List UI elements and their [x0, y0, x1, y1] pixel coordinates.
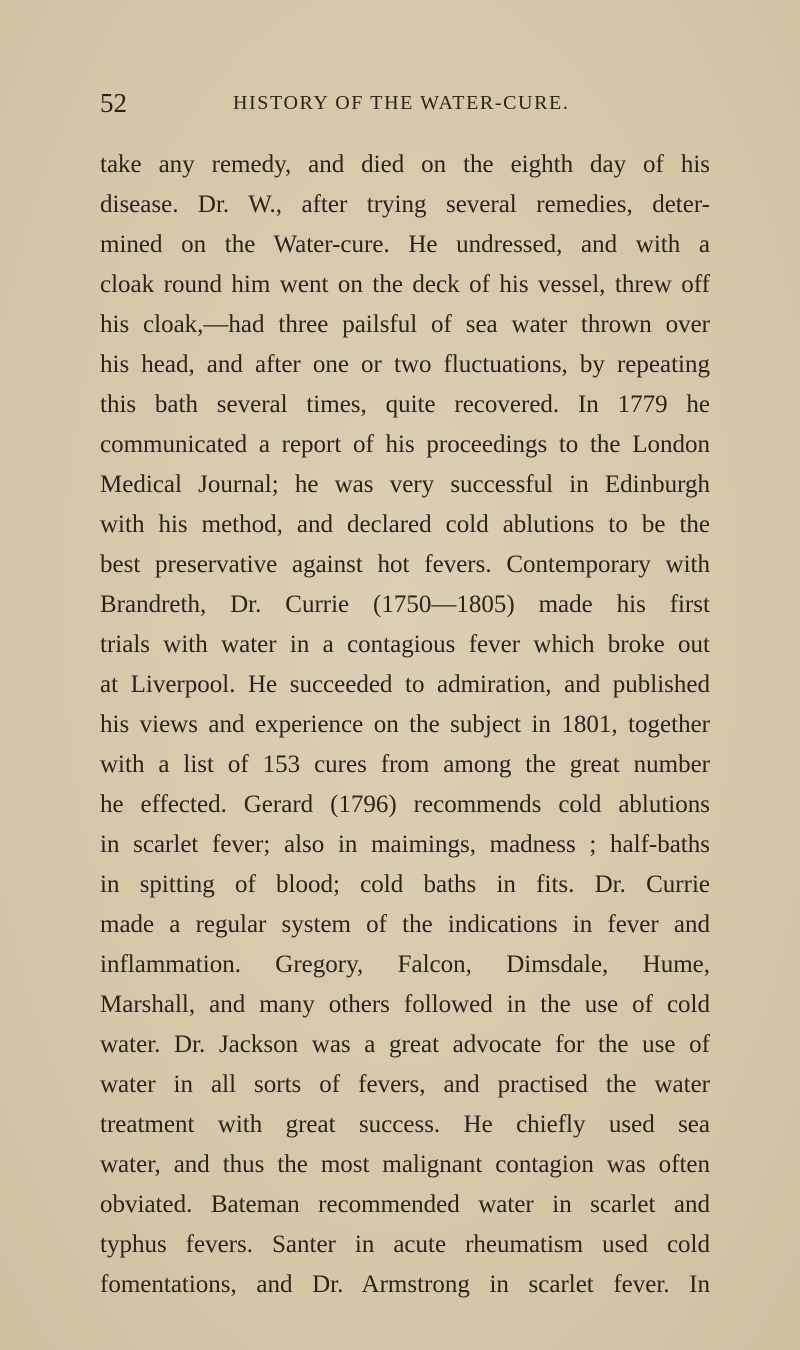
text-line: treatment with great success. He chiefly used sea — [100, 1111, 710, 1138]
text-line: mined on the Water-cure. He undressed, and with a — [100, 231, 710, 258]
text-line: trials with water in a contagious fever which broke out — [100, 631, 710, 658]
page-number: 52 — [100, 88, 127, 118]
text-line: his views and experience on the subject in 1801, together — [100, 711, 710, 738]
text-line: inflammation. Gregory, Falcon, Dimsdale, Hume, — [100, 951, 710, 978]
text-line: water, and thus the most malignant contagion was often — [100, 1151, 710, 1178]
text-line: obviated. Bateman recommended water in scarlet and — [100, 1191, 710, 1218]
text-line: his cloak,—had three pailsful of sea water thrown over — [100, 311, 710, 338]
text-line: in spitting of blood; cold baths in fits. Dr. Currie — [100, 871, 710, 898]
text-line: Medical Journal; he was very successful in Edinburgh — [100, 471, 710, 498]
text-line: at Liverpool. He succeeded to admiration, and published — [100, 671, 710, 698]
text-line: cloak round him went on the deck of his vessel, threw off — [100, 271, 710, 298]
text-line: this bath several times, quite recovered. In 1779 he — [100, 391, 710, 418]
text-line: made a regular system of the indications in fever and — [100, 911, 710, 938]
page-header — [100, 88, 710, 128]
text-line: with a list of 153 cures from among the great number — [100, 751, 710, 778]
text-line: water in all sorts of fevers, and practised the water — [100, 1071, 710, 1098]
text-line: take any remedy, and died on the eighth day of his — [100, 151, 710, 178]
text-line: best preservative against hot fevers. Contemporary with — [100, 551, 710, 578]
text-line: he effected. Gerard (1796) recommends cold ablutions — [100, 791, 710, 818]
text-line: communicated a report of his proceedings to the London — [100, 431, 710, 458]
running-head: HISTORY OF THE WATER-CURE. — [233, 92, 570, 114]
text-line: water. Dr. Jackson was a great advocate for the use of — [100, 1031, 710, 1058]
text-line: Brandreth, Dr. Currie (1750—1805) made his first — [100, 591, 710, 618]
body-text — [100, 145, 710, 1305]
text-line: with his method, and declared cold ablutions to be the — [100, 511, 710, 538]
text-line: Marshall, and many others followed in the use of cold — [100, 991, 710, 1018]
text-line: his head, and after one or two fluctuations, by repeating — [100, 351, 710, 378]
text-line: typhus fevers. Santer in acute rheumatism used cold — [100, 1231, 710, 1258]
text-line: in scarlet fever; also in maimings, madness ; half-baths — [100, 831, 710, 858]
text-line: disease. Dr. W., after trying several remedies, deter- — [100, 191, 710, 218]
text-line: fomentations, and Dr. Armstrong in scarlet fever. In — [100, 1271, 710, 1298]
